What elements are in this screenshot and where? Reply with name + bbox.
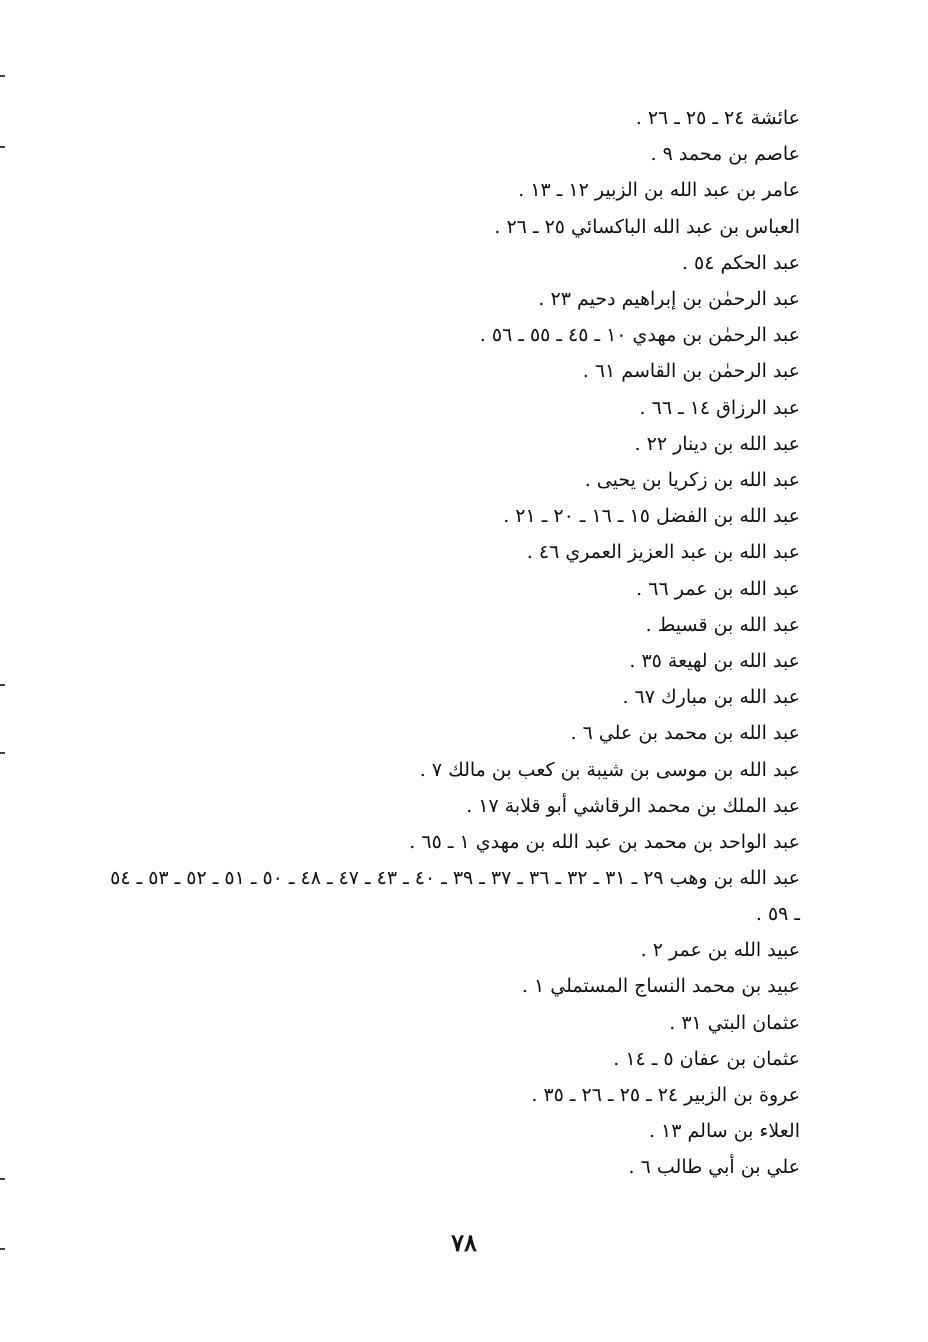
margin-mark bbox=[0, 684, 5, 686]
index-entry: عبد الرحمٰن بن القاسم ٦١ . bbox=[582, 360, 800, 383]
margin-mark bbox=[0, 146, 5, 148]
index-entry: عبيد بن محمد النساج المستملي ١ . bbox=[521, 975, 800, 998]
index-entry: عبد الملك بن محمد الرقاشي أبو قلابة ١٧ . bbox=[466, 794, 800, 817]
index-entry: عبد الواحد بن محمد بن عبد الله بن مهدي ١ ـ ٦٥ . bbox=[409, 831, 800, 854]
index-entry: عبد الله بن زكريا بن يحيى . bbox=[584, 469, 800, 492]
margin-mark bbox=[0, 1178, 5, 1180]
index-entry: عبد الله بن الفضل ١٥ ـ ١٦ ـ ٢٠ ـ ٢١ . bbox=[503, 505, 800, 528]
index-entry: عبد الله بن قسيط . bbox=[645, 613, 800, 636]
index-entry: عبد الرزاق ١٤ ـ ٦٦ . bbox=[639, 396, 800, 419]
index-entry: عبد الله بن دينار ٢٢ . bbox=[634, 432, 800, 455]
index-entry: عاصم بن محمد ٩ . bbox=[650, 143, 800, 166]
margin-mark bbox=[0, 75, 5, 77]
index-entry: عبيد الله بن عمر ٢ . bbox=[640, 939, 800, 962]
index-entry: عبد الله بن لهيعة ٣٥ . bbox=[629, 650, 800, 673]
index-entry: عبد الله بن عمر ٦٦ . bbox=[636, 577, 800, 600]
index-entry: العباس بن عبد الله الباكسائي ٢٥ ـ ٢٦ . bbox=[494, 215, 800, 238]
index-entry: عبد الله بن وهب ٢٩ ـ ٣١ ـ ٣٢ ـ ٣٦ ـ ٣٧ ـ ٣٩ ـ ٤٠ ـ ٤٣ ـ ٤٧ ـ ٤٨ ـ ٥٠ ـ ٥١ ـ ٥٢ ـ ٥٣ ـ ٥٤ ـ ٥٩ . bbox=[110, 867, 800, 926]
index-entry: عائشة ٢٤ ـ ٢٥ ـ ٢٦ . bbox=[635, 107, 800, 129]
index-entry: عثمان البتي ٣١ . bbox=[669, 1011, 800, 1034]
index-entry: عبد الرحمٰن بن مهدي ١٠ ـ ٤٥ ـ ٥٥ ـ ٥٦ . bbox=[479, 324, 800, 347]
name-index-list bbox=[80, 100, 800, 1186]
index-entry: عبد الله بن مبارك ٦٧ . bbox=[622, 686, 800, 709]
index-entry: عامر بن عبد الله بن الزبير ١٢ ـ ١٣ . bbox=[518, 179, 800, 202]
margin-mark bbox=[0, 1248, 5, 1250]
index-entry: عبد الله بن عبد العزيز العمري ٤٦ . bbox=[526, 541, 800, 564]
index-entry: عبد الحكم ٥٤ . bbox=[681, 251, 800, 274]
index-entry: عبد الرحمٰن بن إبراهيم دحيم ٢٣ . bbox=[538, 288, 800, 311]
index-entry: عبد الله بن محمد بن علي ٦ . bbox=[570, 722, 800, 745]
index-entry: عبد الله بن موسى بن شيبة بن كعب بن مالك ٧ . bbox=[419, 758, 800, 781]
page-number: ٧٨ bbox=[451, 1228, 477, 1257]
index-entry: علي بن أبي طالب ٦ . bbox=[628, 1156, 800, 1179]
index-entry: عثمان بن عفان ٥ ـ ١٤ . bbox=[613, 1047, 800, 1070]
index-entry: العلاء بن سالم ١٣ . bbox=[648, 1120, 800, 1143]
margin-mark bbox=[0, 752, 5, 754]
index-entry: عروة بن الزبير ٢٤ ـ ٢٥ ـ ٢٦ ـ ٣٥ . bbox=[531, 1084, 800, 1107]
